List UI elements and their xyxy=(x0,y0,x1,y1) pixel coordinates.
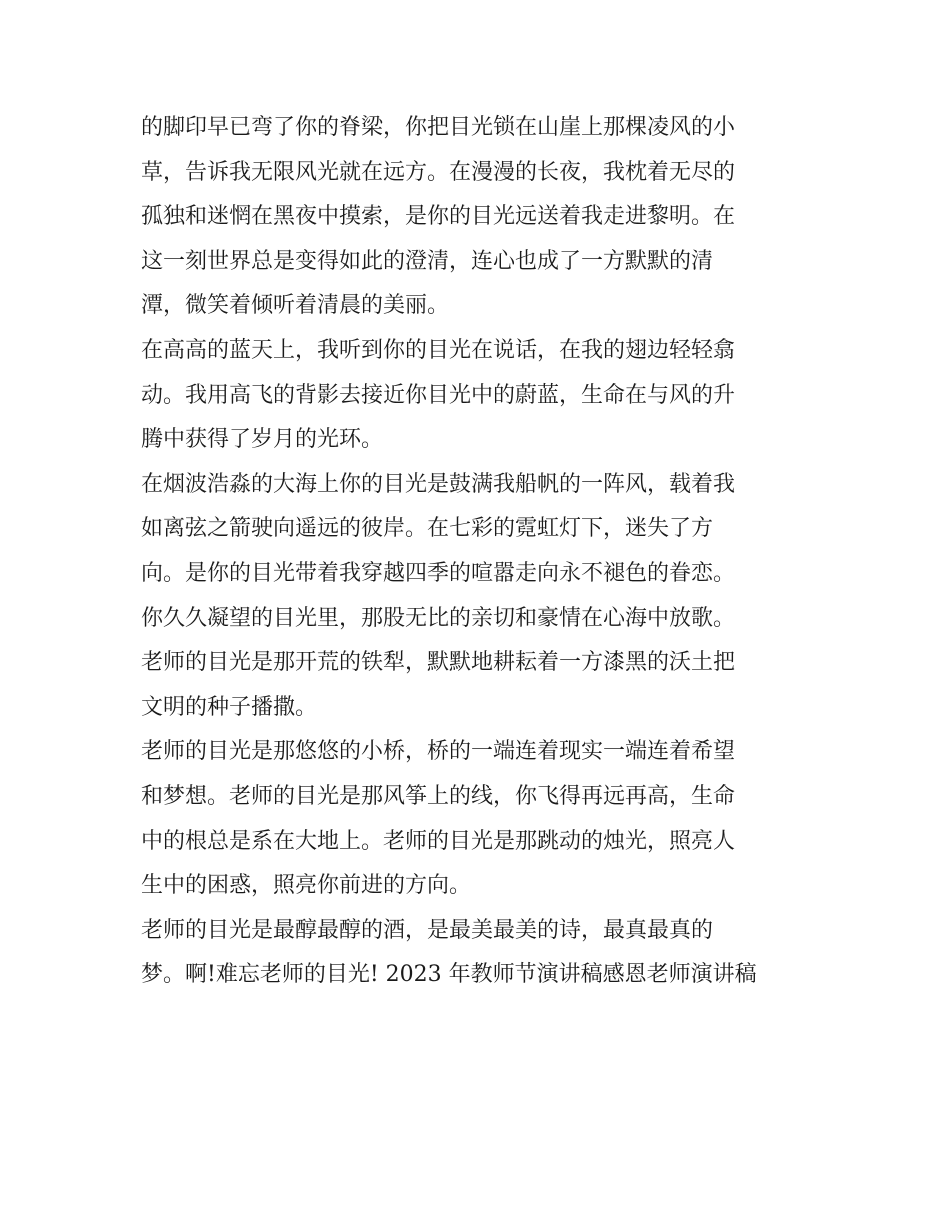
text-line: 你久久凝望的目光里，那股无比的亲切和豪情在心海中放歌。 xyxy=(141,605,736,631)
paragraph-1 xyxy=(141,106,813,329)
text-line: 老师的目光是那开荒的铁犁，默默地耕耘着一方漆黑的沃土把 xyxy=(141,650,736,676)
text-line: 孤独和迷惘在黑夜中摸索，是你的目光远送着我走进黎明。在 xyxy=(141,204,736,230)
document-body xyxy=(141,106,813,998)
paragraph-2 xyxy=(141,329,813,463)
text-line: 动。我用高飞的背影去接近你目光中的蔚蓝，生命在与风的升 xyxy=(141,382,736,408)
paragraph-5 xyxy=(141,909,813,998)
text-line: 向。是你的目光带着我穿越四季的喧嚣走向永不褪色的眷恋。 xyxy=(141,560,736,586)
text-line: 生中的困惑，照亮你前进的方向。 xyxy=(141,873,472,899)
text-line: 和梦想。老师的目光是那风筝上的线，你飞得再远再高，生命 xyxy=(141,783,736,809)
paragraph-3 xyxy=(141,463,813,731)
paragraph-4 xyxy=(141,730,813,908)
text-line: 老师的目光是那悠悠的小桥，桥的一端连着现实一端连着希望 xyxy=(141,739,736,765)
text-line: 在烟波浩淼的大海上你的目光是鼓满我船帆的一阵风，载着我 xyxy=(141,471,736,497)
text-line: 草，告诉我无限风光就在远方。在漫漫的长夜，我枕着无尽的 xyxy=(141,159,736,185)
text-line: 梦。啊!难忘老师的目光! 2023 年教师节演讲稿感恩老师演讲稿 xyxy=(141,962,757,988)
text-line: 潭，微笑着倾听着清晨的美丽。 xyxy=(141,293,450,319)
text-line: 中的根总是系在大地上。老师的目光是那跳动的烛光，照亮人 xyxy=(141,828,736,854)
text-line: 如离弦之箭驶向遥远的彼岸。在七彩的霓虹灯下，迷失了方 xyxy=(141,516,714,542)
text-line: 的脚印早已弯了你的脊梁，你把目光锁在山崖上那棵凌风的小 xyxy=(141,115,736,140)
text-line: 文明的种子播撒。 xyxy=(141,694,318,720)
text-line: 在高高的蓝天上，我听到你的目光在说话，在我的翅边轻轻翕 xyxy=(141,337,736,363)
text-line: 这一刻世界总是变得如此的澄清，连心也成了一方默默的清 xyxy=(141,248,714,274)
text-line: 腾中获得了岁月的光环。 xyxy=(141,427,384,453)
text-line: 老师的目光是最醇最醇的酒，是最美最美的诗，最真最真的 xyxy=(141,917,714,943)
